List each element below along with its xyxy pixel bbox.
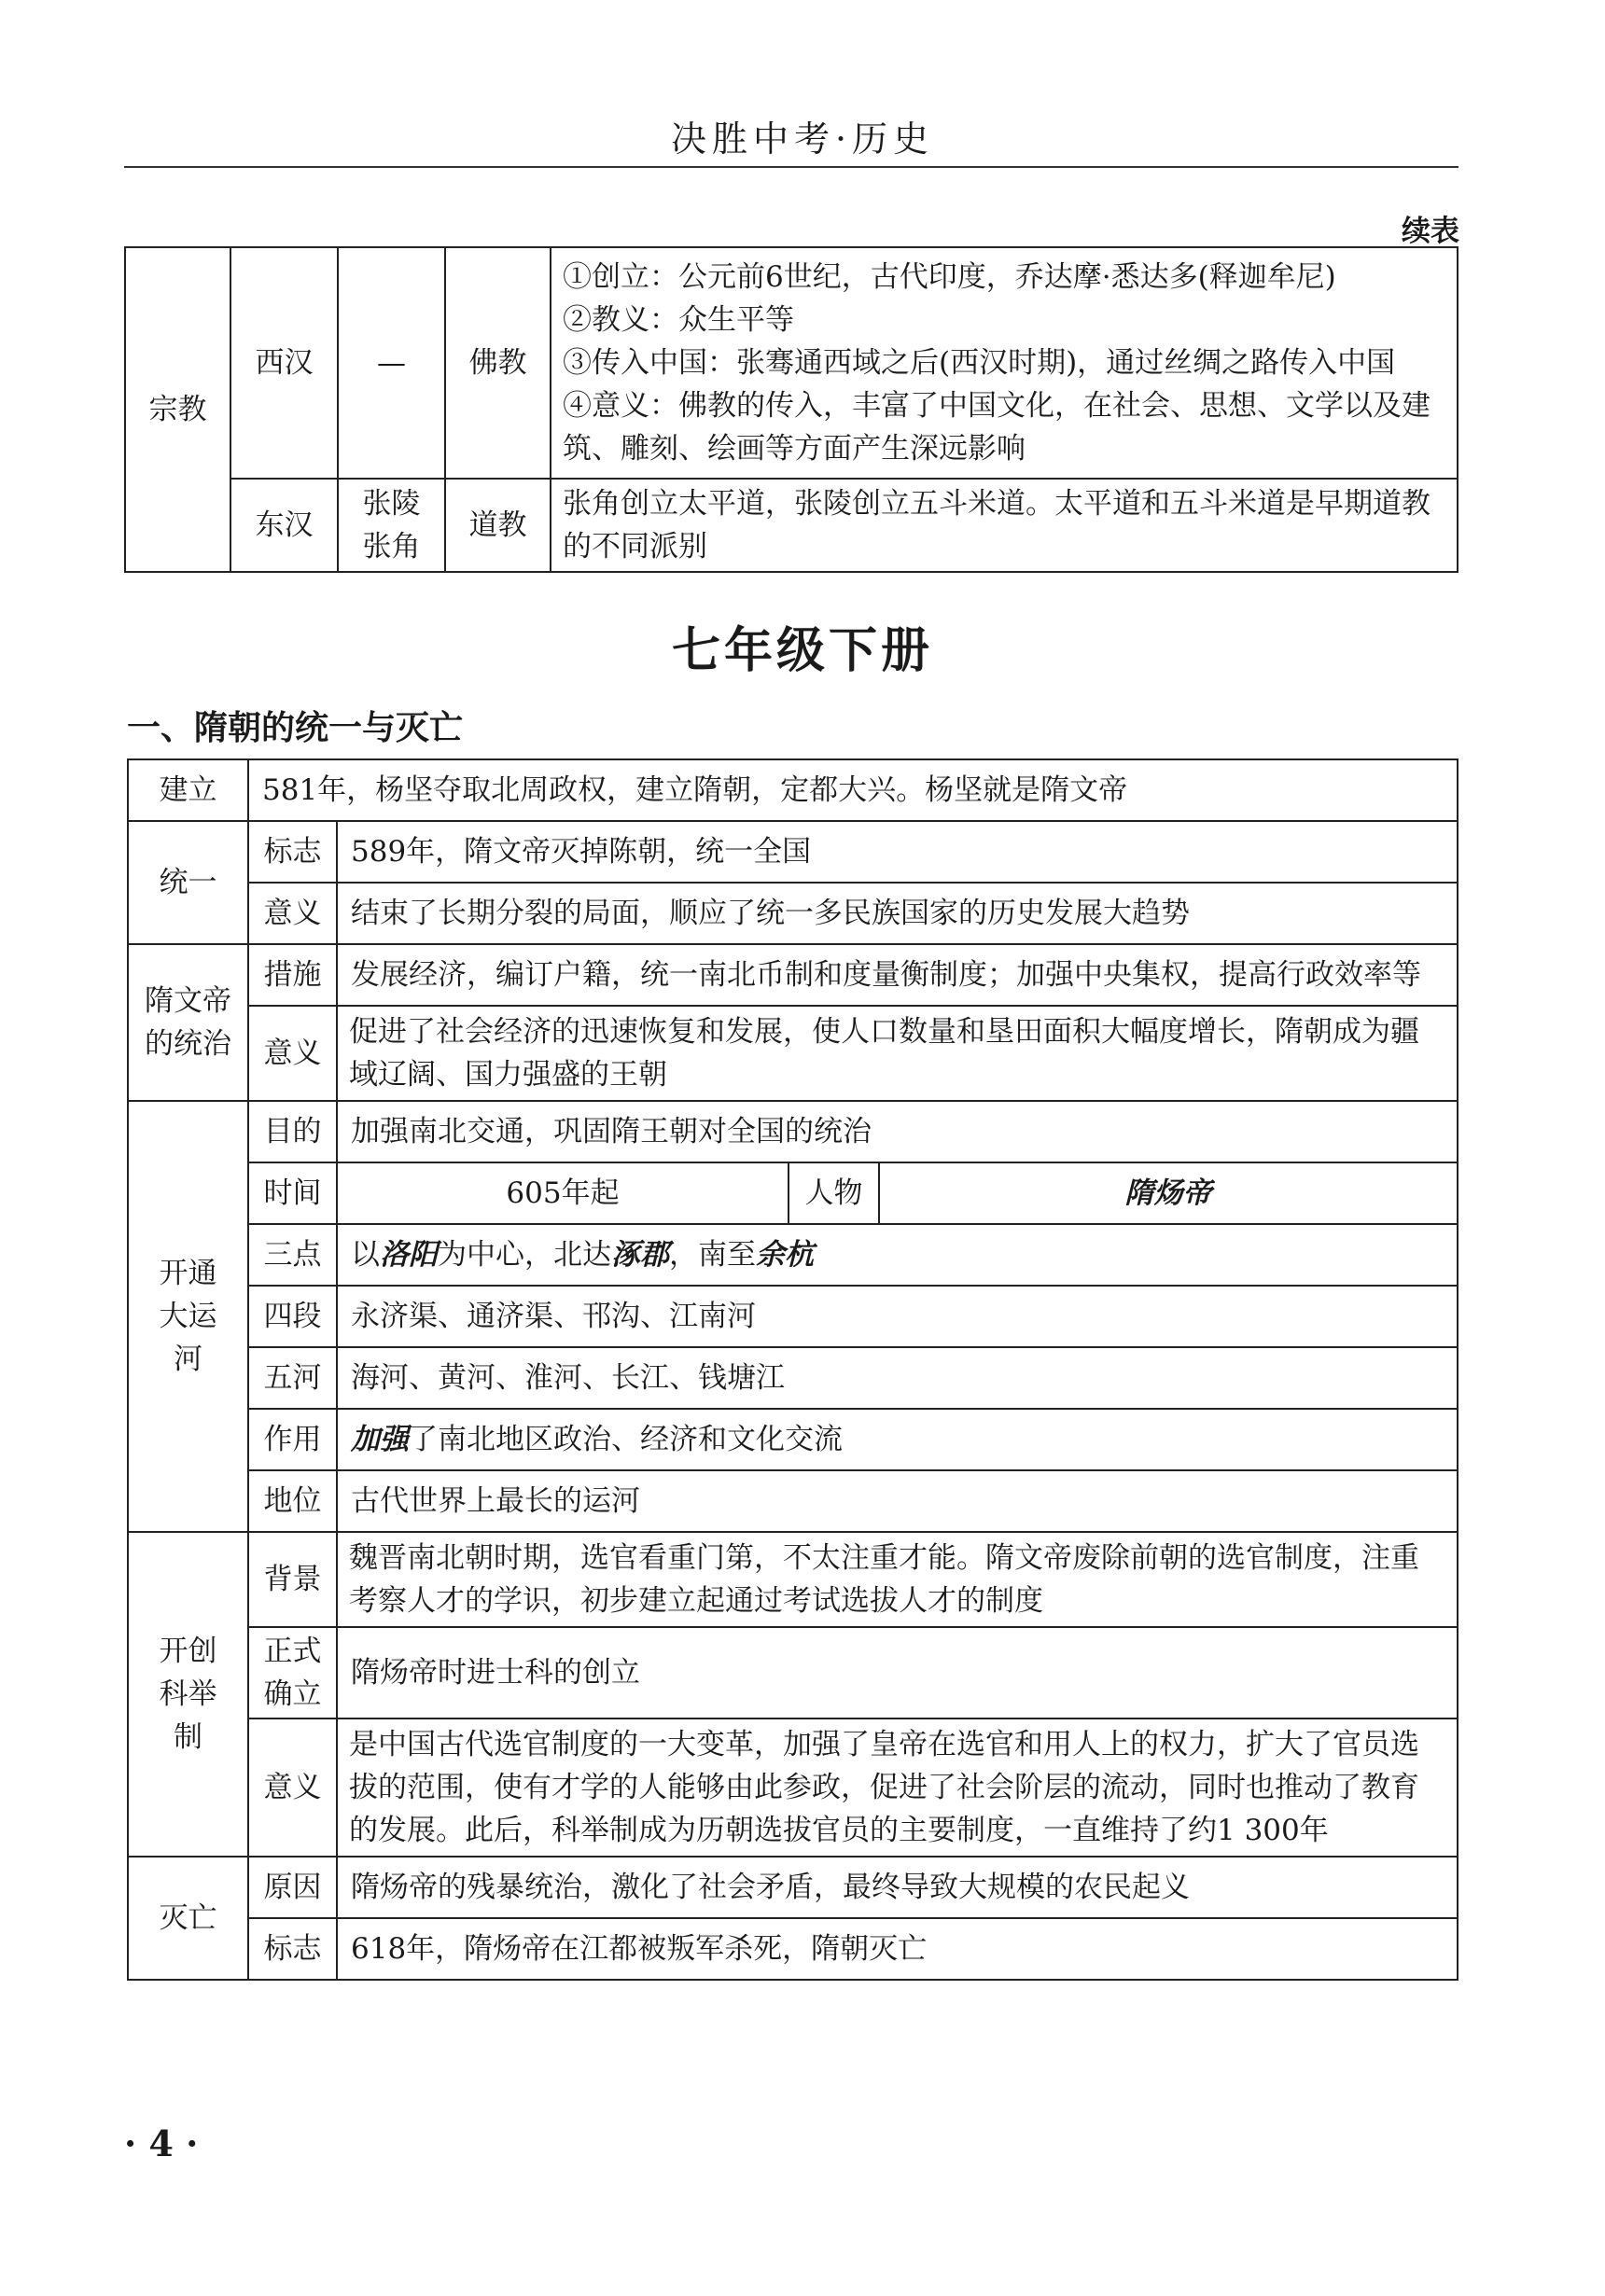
table-row <box>128 1719 1458 1857</box>
continued-label: 续表 <box>1402 215 1459 248</box>
table-row <box>128 1286 1458 1347</box>
row-content: 古代世界上最长的运河 <box>337 1470 1458 1532</box>
table-row <box>128 1162 1458 1224</box>
running-header: 决胜中考·历史 <box>670 118 935 160</box>
dynasty-cell: 东汉 <box>230 479 338 572</box>
text-fragment: ，南至 <box>669 1238 756 1272</box>
sub-label: 作用 <box>248 1409 337 1470</box>
row-content <box>337 1409 1458 1470</box>
row-content: 618年，隋炀帝在江都被叛军杀死，隋朝灭亡 <box>337 1918 1458 1980</box>
keyword: 涿郡 <box>611 1238 669 1272</box>
sub-label: 意义 <box>248 883 337 944</box>
content-cell <box>551 247 1458 479</box>
sub-label: 正式确立 <box>248 1627 337 1719</box>
table-row <box>128 1918 1458 1980</box>
sub-label: 意义 <box>248 1006 337 1101</box>
keyword: 余杭 <box>756 1238 814 1272</box>
sub-label: 背景 <box>248 1532 337 1627</box>
table-row <box>128 1627 1458 1719</box>
content-line: ③传入中国：张骞通西域之后(西汉时期)，通过丝绸之路传入中国 <box>563 346 1396 380</box>
page-number: · 4 · <box>124 2122 199 2164</box>
row-content: 589年，隋文帝灭掉陈朝，统一全国 <box>337 821 1458 883</box>
sub-label: 四段 <box>248 1286 337 1347</box>
header-rule <box>124 166 1458 168</box>
table-row <box>128 1006 1458 1101</box>
row-content: 是中国古代选官制度的一大变革，加强了皇帝在选官和用人上的权力，扩大了官员选拔的范围，使有才学的人能够由此参政，促进了社会阶层的流动，同时也推动了教育的发展。此后，科举制成为历朝选拔官员的主要制度，一直维持了约1 300年 <box>337 1719 1458 1857</box>
row-content: 促进了社会经济的迅速恢复和发展，使人口数量和垦田面积大幅度增长，隋朝成为疆域辽阔、国力强盛的王朝 <box>337 1006 1458 1101</box>
row-content: 海河、黄河、淮河、长江、钱塘江 <box>337 1347 1458 1409</box>
content-line: ①创立：公元前6世纪，古代印度，乔达摩·悉达多(释迦牟尼) <box>563 260 1336 294</box>
row-label: 隋文帝的统治 <box>128 944 248 1101</box>
row-label: 灭亡 <box>128 1857 248 1980</box>
table-row <box>125 247 1458 479</box>
row-content: 发展经济，编订户籍，统一南北币制和度量衡制度；加强中央集权，提高行政效率等 <box>337 944 1458 1006</box>
text-fragment: 为中心，北达 <box>438 1238 611 1272</box>
keyword: 加强 <box>351 1423 409 1456</box>
row-label: 建立 <box>128 759 248 821</box>
row-label: 统一 <box>128 821 248 944</box>
row-content: 永济渠、通济渠、邗沟、江南河 <box>337 1286 1458 1347</box>
table-row <box>128 944 1458 1006</box>
table-row <box>128 1101 1458 1162</box>
table-row <box>128 1224 1458 1286</box>
sub-label: 措施 <box>248 944 337 1006</box>
person-value: 隋炀帝 <box>879 1162 1458 1224</box>
table-row <box>128 1857 1458 1918</box>
row-content: 隋炀帝的残暴统治，激化了社会矛盾，最终导致大规模的农民起义 <box>337 1857 1458 1918</box>
person-cell: 张陵张角 <box>338 479 445 572</box>
sub-label: 三点 <box>248 1224 337 1286</box>
table-row <box>128 1532 1458 1627</box>
sub-label: 人物 <box>789 1162 879 1224</box>
religion-cell: 佛教 <box>445 247 551 479</box>
sub-label: 标志 <box>248 821 337 883</box>
table-row <box>128 1409 1458 1470</box>
sub-label: 标志 <box>248 1918 337 1980</box>
section-title: 一、隋朝的统一与灭亡 <box>127 709 464 747</box>
row-label: 开通大运河 <box>128 1101 248 1532</box>
table-row <box>128 1470 1458 1532</box>
row-content: 结束了长期分裂的局面，顺应了统一多民族国家的历史发展大趋势 <box>337 883 1458 944</box>
person-cell: — <box>338 247 445 479</box>
row-content: 581年，杨坚夺取北周政权，建立隋朝，定都大兴。杨坚就是隋文帝 <box>248 759 1458 821</box>
dynasty-cell: 西汉 <box>230 247 338 479</box>
sub-label: 目的 <box>248 1101 337 1162</box>
sub-label: 时间 <box>248 1162 337 1224</box>
table-row <box>128 821 1458 883</box>
content-line: ②教义：众生平等 <box>563 303 794 337</box>
table-row <box>128 759 1458 821</box>
sui-dynasty-table <box>127 758 1458 1981</box>
sub-label: 五河 <box>248 1347 337 1409</box>
category-cell: 宗教 <box>125 247 230 572</box>
table-row <box>128 883 1458 944</box>
row-label: 开创科举制 <box>128 1532 248 1857</box>
table-row <box>125 479 1458 572</box>
row-content: 加强南北交通，巩固隋王朝对全国的统治 <box>337 1101 1458 1162</box>
text-fragment: 以 <box>351 1238 380 1272</box>
content-line: ④意义：佛教的传入，丰富了中国文化，在社会、思想、文学以及建筑、雕刻、绘画等方面产生深远影响 <box>563 389 1431 466</box>
sub-label: 地位 <box>248 1470 337 1532</box>
content-cell: 张角创立太平道，张陵创立五斗米道。太平道和五斗米道是早期道教的不同派别 <box>551 479 1458 572</box>
text-fragment: 了南北地区政治、经济和文化交流 <box>409 1423 843 1456</box>
religion-cell: 道教 <box>445 479 551 572</box>
table-row <box>128 1347 1458 1409</box>
religion-table <box>124 246 1458 573</box>
row-content <box>337 1224 1458 1286</box>
time-value: 605年起 <box>337 1162 789 1224</box>
row-content: 隋炀帝时进士科的创立 <box>337 1627 1458 1719</box>
sub-label: 意义 <box>248 1719 337 1857</box>
book-title: 七年级下册 <box>671 623 933 679</box>
keyword: 洛阳 <box>380 1238 438 1272</box>
row-content: 魏晋南北朝时期，选官看重门第，不太注重才能。隋文帝废除前朝的选官制度，注重考察人才的学识，初步建立起通过考试选拔人才的制度 <box>337 1532 1458 1627</box>
sub-label: 原因 <box>248 1857 337 1918</box>
